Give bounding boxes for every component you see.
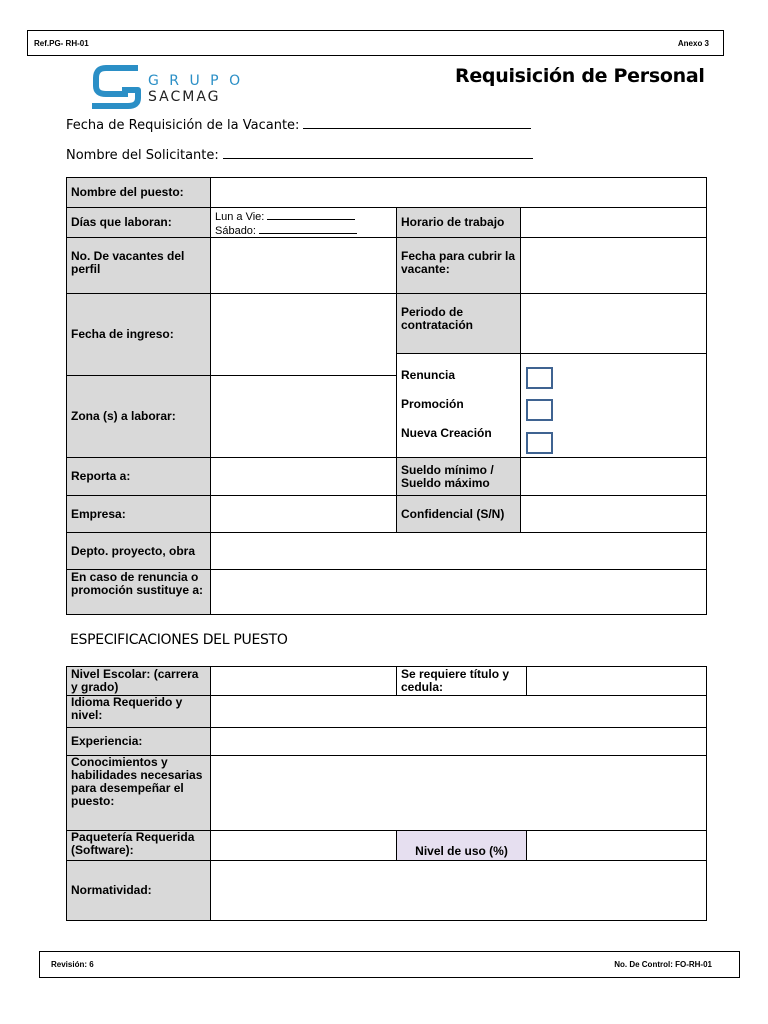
sustituye-label: En caso de renuncia o promoción sustituye a:	[67, 570, 211, 615]
renuncia-checkbox[interactable]	[526, 367, 553, 389]
fecha-cubrir-field[interactable]	[521, 238, 707, 294]
depto-field[interactable]	[211, 533, 707, 570]
fecha-ingreso-label: Fecha de ingreso:	[67, 294, 211, 376]
reporta-field[interactable]	[211, 458, 397, 496]
nombre-puesto-label: Nombre del puesto:	[67, 178, 211, 208]
sabado-line[interactable]	[259, 223, 357, 234]
idioma-field[interactable]	[211, 696, 707, 728]
titulo-field[interactable]	[527, 667, 707, 696]
zona-field[interactable]	[211, 376, 397, 458]
zona-label: Zona (s) a laborar:	[67, 376, 211, 458]
nivel-uso-field[interactable]	[527, 831, 707, 861]
sabado-row	[215, 223, 392, 237]
control-number: No. De Control: FO-RH-01	[614, 960, 712, 969]
conocimientos-label: Conocimientos y habilidades necesarias para desempeñar el puesto:	[67, 756, 211, 831]
periodo-field[interactable]	[521, 294, 707, 354]
fecha-ingreso-field[interactable]	[211, 294, 397, 376]
fecha-cubrir-label: Fecha para cubrir la vacante:	[397, 238, 521, 294]
experiencia-label: Experiencia:	[67, 728, 211, 756]
paqueteria-label: Paquetería Requerida (Software):	[67, 831, 211, 861]
nivel-escolar-field[interactable]	[211, 667, 397, 696]
motivo-cell	[397, 354, 521, 458]
confidencial-label: Confidencial (S/N)	[397, 496, 521, 533]
conocimientos-field[interactable]	[211, 756, 707, 831]
sustituye-field[interactable]	[211, 570, 707, 615]
fecha-requisicion-line	[66, 116, 531, 133]
requisition-table	[66, 177, 707, 615]
solicitante-line	[66, 146, 533, 163]
solicitante-label: Nombre del Solicitante:	[66, 148, 219, 163]
reporta-label: Reporta a:	[67, 458, 211, 496]
normatividad-field[interactable]	[211, 861, 707, 921]
promocion-label: Promoción	[401, 397, 464, 411]
empresa-field[interactable]	[211, 496, 397, 533]
horario-field[interactable]	[521, 208, 707, 238]
footer-box	[39, 951, 740, 978]
specifications-table	[66, 666, 707, 921]
renuncia-label: Renuncia	[401, 368, 456, 382]
paqueteria-field[interactable]	[211, 831, 397, 861]
header-box	[27, 30, 724, 56]
vacantes-label: No. De vacantes del perfil	[67, 238, 211, 294]
promocion-checkbox[interactable]	[526, 399, 553, 421]
lun-vie-line[interactable]	[267, 209, 355, 220]
idioma-label: Idioma Requerido y nivel:	[67, 696, 211, 728]
horario-label: Horario de trabajo	[397, 208, 521, 238]
empresa-label: Empresa:	[67, 496, 211, 533]
sueldo-field[interactable]	[521, 458, 707, 496]
depto-label: Depto. proyecto, obra	[67, 533, 211, 570]
fecha-requisicion-field[interactable]	[303, 116, 531, 129]
dias-field[interactable]	[211, 208, 397, 238]
nueva-creacion-checkbox[interactable]	[526, 432, 553, 454]
logo-mark-icon	[88, 62, 148, 114]
revision-label: Revisión: 6	[51, 960, 94, 969]
dias-label: Días que laboran:	[67, 208, 211, 238]
confidencial-field[interactable]	[521, 496, 707, 533]
experiencia-field[interactable]	[211, 728, 707, 756]
nueva-label: Nueva Creación	[401, 426, 492, 440]
nivel-uso-label: Nivel de uso (%)	[397, 831, 527, 861]
normatividad-label: Normatividad:	[67, 861, 211, 921]
logo-text-sacmag: SACMAG	[148, 89, 221, 105]
lun-vie-row	[215, 209, 392, 223]
section-heading: ESPECIFICACIONES DEL PUESTO	[70, 632, 288, 648]
periodo-label: Periodo de contratación	[397, 294, 521, 354]
solicitante-field[interactable]	[223, 146, 533, 159]
titulo-label: Se requiere título y cedula:	[397, 667, 527, 696]
vacantes-field[interactable]	[211, 238, 397, 294]
fecha-requisicion-label: Fecha de Requisición de la Vacante:	[66, 118, 300, 133]
ref-code: Ref.PG- RH-01	[34, 39, 89, 48]
logo-text-grupo: G R U P O	[148, 73, 244, 89]
nivel-escolar-label: Nivel Escolar: (carrera y grado)	[67, 667, 211, 696]
nombre-puesto-field[interactable]	[211, 178, 707, 208]
sueldo-label: Sueldo mínimo / Sueldo máximo	[397, 458, 521, 496]
document-title: Requisición de Personal	[455, 65, 705, 87]
annex-label: Anexo 3	[677, 39, 709, 48]
lun-vie-label: Lun a Vie:	[215, 210, 265, 223]
sabado-label: Sábado:	[215, 224, 256, 237]
